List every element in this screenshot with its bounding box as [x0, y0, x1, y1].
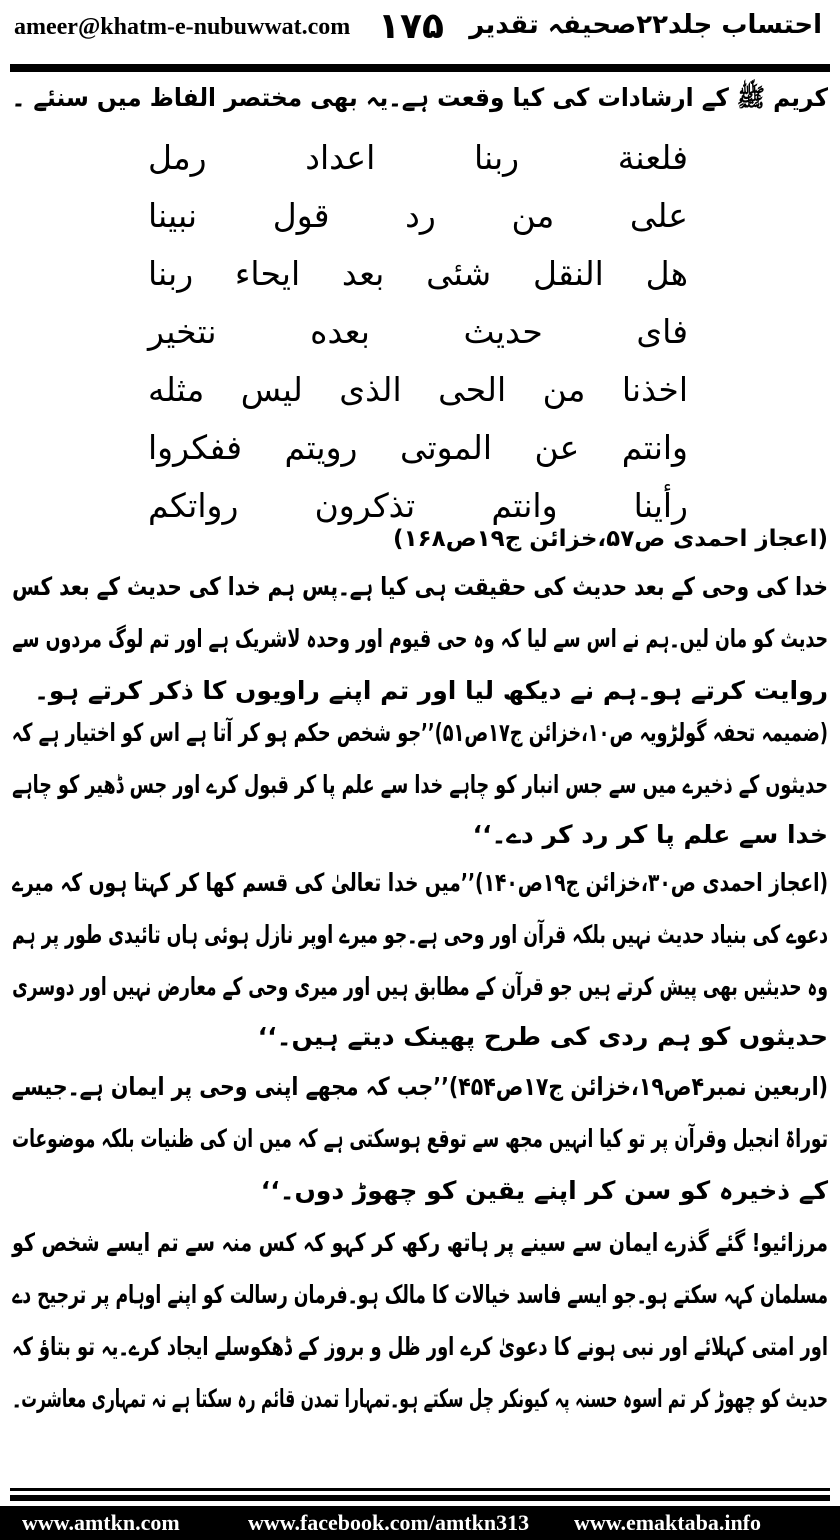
footer-divider: [10, 1488, 830, 1491]
text-line: (ضمیمہ تحفہ گولڑویہ ص۱۰،خزائن ج۱۷ص۵۱)’’جو شخص حکم ہو کر آتا ہے اس کو اختیار ہے کہ: [11, 718, 828, 747]
intro-line: کریم ﷺ کے ارشادات کی کیا وقعت ہے۔یہ بھی مختصر الفاظ میں سنئے ۔: [11, 83, 829, 112]
footer-site-link[interactable]: www.amtkn.com: [22, 1510, 180, 1535]
verse-line: وانتم عن الموتی رویتم ففکروا: [148, 428, 688, 467]
text-line: وہ حدیثیں بھی پیش کرتے ہیں جو قرآن کے مطابق ہیں اور میری وحی کے معارض نہیں اور دوسری: [12, 972, 828, 1001]
text-line: دعوے کی بنیاد حدیث نہیں بلکہ قرآن اور وحی ہے۔جو میرے اوپر نازل ہوئی ہاں تائیدی طور پر ہم: [11, 920, 828, 949]
header-email: ameer@khatm-e-nubuwwat.com: [14, 14, 351, 40]
text-line: حدیثوں کے ذخیرے میں سے جس انبار کو چاہے خدا سے علم پا کر قبول کرے اور جس ڈھیر کو چاہے: [12, 770, 829, 799]
text-line: خدا سے علم پا کر رد کر دے۔‘‘: [472, 820, 828, 849]
text-line: مرزائیو! گئے گذرے ایمان سے سینے پر ہاتھ رکھ کر کہو کہ کس منہ سے تم ایسے شخص کو: [12, 1228, 829, 1257]
verse-line: اخذنا من الحی الذی لیس مثله: [148, 370, 688, 409]
text-line: مسلمان کہہ سکتے ہو۔جو ایسے فاسد خیالات کا مالک ہو۔فرمان رسالت کو اپنے اوہام پر ترجیح دے: [12, 1280, 828, 1309]
text-line: خدا کی وحی کے بعد حدیث کی حقیقت ہی کیا ہے۔پس ہم خدا کی حدیث کے بعد کس: [12, 572, 829, 601]
text-line: حدیثوں کو ہم ردی کی طرح پھینک دیتے ہیں۔‘‘: [257, 1022, 828, 1051]
page-header: [0, 0, 840, 62]
footer-emaktaba-link[interactable]: www.emaktaba.info: [574, 1510, 762, 1535]
header-divider: [10, 64, 830, 72]
page-body: [12, 78, 828, 1483]
verse-line: فلعنة ربنا اعداد رمل: [148, 138, 688, 177]
text-line: روایت کرتے ہو۔ہم نے دیکھ لیا اور تم اپنے راویوں کا ذکر کرتے ہو۔: [34, 676, 828, 705]
verse-line: هل النقل شئی بعد ایحاء ربنا: [148, 254, 688, 293]
text-line: (اعجاز احمدی ص۳۰،خزائن ج۱۹ص۱۴۰)’’میں خدا تعالیٰ کی قسم کھا کر کہتا ہوں کہ میرے: [12, 868, 828, 897]
page-number: ۱۷۵: [378, 6, 444, 47]
verse-line: رأینا وانتم تذکرون رواتکم: [148, 486, 688, 525]
verse-line: فای حدیث بعده نتخیر: [148, 312, 688, 351]
text-line: حدیث کو مان لیں۔ہم نے اس سے لیا کہ وہ حی قیوم اور وحدہ لاشریک ہے اور تم لوگ مردوں سے: [12, 624, 828, 653]
text-line: توراۃ انجیل وقرآن پر تو کیا انہیں مجھ سے توقع ہوسکتی ہے کہ میں ان کی ظنیات بلکہ موضوعات: [11, 1124, 828, 1153]
footer-facebook-link[interactable]: www.facebook.com/amtkn313: [248, 1510, 530, 1535]
text-line: کے ذخیرہ کو سن کر اپنے یقین کو چھوڑ دوں۔‘‘: [260, 1176, 828, 1205]
citation: (اعجاز احمدی ص۵۷،خزائن ج۱۹ص۱۶۸): [393, 526, 828, 552]
verse-line: علی من رد قول نبینا: [148, 196, 688, 235]
footer-divider: [10, 1495, 830, 1501]
text-line: حدیث کو چھوڑ کر تم اسوہ حسنہ پہ کیونکر چل سکتے ہو۔تمہارا تمدن قائم رہ سکتا ہے نہ تمہاری معاشرت۔: [12, 1384, 828, 1413]
book-title: احتساب جلد۲۲صحیفہ تقدیر: [469, 10, 822, 40]
page-footer: [0, 1506, 840, 1540]
text-line: (اربعین نمبر۴ص۱۹،خزائن ج۱۷ص۴۵۴)’’جب کہ مجھے اپنی وحی پر ایمان ہے۔جیسے: [11, 1072, 828, 1101]
text-line: اور امتی کہلائے اور نبی ہونے کا دعویٰ کرے اور ظل و بروز کے ڈھکوسلے ایجاد کرے۔یہ تو بتاؤ کہ: [12, 1332, 829, 1361]
